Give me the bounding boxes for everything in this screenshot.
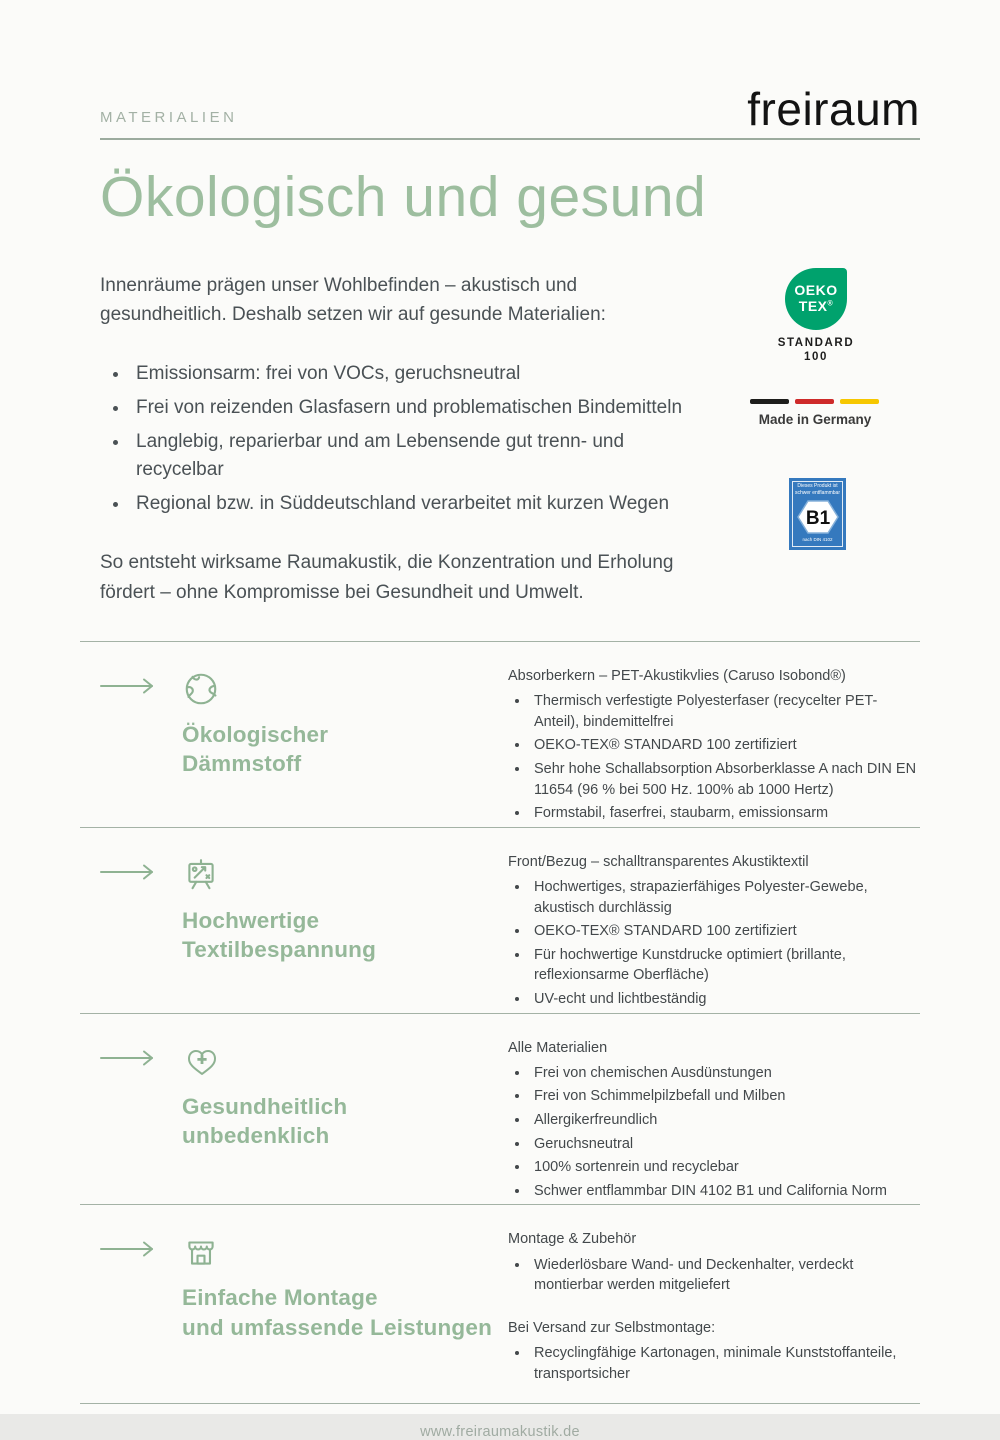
page-footer — [80, 1403, 920, 1440]
b1-sub-text: nach DIN 4102 — [802, 537, 833, 542]
bullet-item: • 100% sortenrein und recyclebar — [530, 1157, 920, 1178]
bullet-item: • Für hochwertige Kunstdrucke optimiert (brillante, reflexionsarme Oberfläche) — [530, 945, 920, 986]
eyebrow-label: MATERIALIEN — [100, 109, 238, 126]
section-bullet-list — [530, 1063, 920, 1201]
bullet-item: • UV-echt und lichtbeständig — [530, 989, 920, 1010]
section-heading: Ökologischer Dämmstoff — [182, 721, 329, 777]
bullet-item: • OEKO-TEX® STANDARD 100 zertifiziert — [530, 921, 920, 942]
bullet-item: • Thermisch verfestigte Polyesterfaser (recycelter PET-Anteil), bindemittelfrei — [530, 691, 920, 732]
section-column-intro-2: Bei Versand zur Selbstmontage: — [508, 1319, 716, 1336]
bullet-item: • Recyclingfähige Kartonagen, minimale Kunststoffanteile, transportsicher — [530, 1343, 920, 1384]
germany-flag-bars — [750, 399, 880, 404]
bullet-item: • Regional bzw. in Süddeutschland verarbeitet mit kurzen Wegen — [130, 490, 700, 518]
arrow-right-icon — [100, 1241, 158, 1257]
bullet-item: • Sehr hohe Schallabsorption Absorberklasse A nach DIN EN 11654 (96 % bei 500 Hz. 100% ab 1000 Hertz) — [530, 759, 920, 800]
section-gesundheitlich-unbedenklich — [80, 1013, 920, 1205]
flag-bar-gold — [840, 399, 879, 404]
bullet-item: • Langlebig, reparierbar und am Lebensende gut trenn- und recycelbar — [130, 428, 700, 484]
bullet-item: • Frei von chemischen Ausdünstungen — [530, 1063, 920, 1084]
bullet-item: • Allergikerfreundlich — [530, 1110, 920, 1131]
section-bullet-list — [530, 1255, 920, 1296]
arrow-right-icon — [100, 864, 158, 880]
bullet-item: • Formstabil, faserfrei, staubarm, emissionsarm — [530, 803, 920, 824]
page-title: Ökologisch und gesund — [100, 165, 707, 229]
section-column-intro: Montage & Zubehör — [508, 1231, 637, 1248]
bullet-item: • Frei von Schimmelpilzbefall und Milben — [530, 1086, 920, 1107]
bullet-item: • Hochwertiges, strapazierfähiges Polyester-Gewebe, akustisch durchlässig — [530, 877, 920, 918]
section-column-intro: Alle Materialien — [508, 1039, 608, 1056]
section-column-intro: Absorberkern – PET-Akustikvlies (Caruso Isobond®) — [508, 667, 846, 684]
svg-text:B1: B1 — [805, 508, 830, 529]
section-heading: Hochwertige Textilbespannung — [182, 907, 377, 962]
brand-logo: freiraum — [747, 83, 920, 135]
oeko-badge-line1: OEKO — [794, 282, 838, 299]
section-bullet-list — [530, 877, 920, 1009]
bullet-item: • Frei von reizenden Glasfasern und problematischen Bindemitteln — [130, 394, 700, 422]
heart-plus-icon — [182, 1042, 222, 1080]
footer-url: www.freiraumakustik.de — [420, 1424, 580, 1440]
arrow-right-icon — [100, 1050, 158, 1066]
feature-sections — [80, 641, 920, 1403]
b1-fire-rating-badge — [789, 478, 846, 550]
oeko-tex-badge — [785, 268, 847, 330]
section-oekologischer-daemmstoff — [80, 641, 920, 827]
globe-icon — [182, 670, 220, 708]
intro-bullet-list — [130, 360, 700, 519]
bullet-item: • Schwer entflammbar DIN 4102 B1 und California Norm — [530, 1181, 920, 1202]
bullet-item: • Emissionsarm: frei von VOCs, geruchsneutral — [130, 360, 700, 388]
made-in-germany-badge — [750, 399, 880, 427]
section-heading: Gesundheitlich unbedenklich — [182, 1093, 348, 1148]
storefront-icon — [182, 1233, 220, 1271]
bullet-item: • OEKO-TEX® STANDARD 100 zertifiziert — [530, 735, 920, 756]
intro-paragraph: Innenräume prägen unser Wohlbefinden – akustisch und gesundheitlich. Deshalb setzen wir auf gesunde Materialien: — [100, 274, 606, 326]
section-hochwertige-textilbespannung — [80, 827, 920, 1013]
oeko-caption-line1: STANDARD — [777, 337, 855, 349]
section-bullet-list-2 — [530, 1343, 920, 1384]
section-column-intro: Front/Bezug – schalltransparentes Akustiktextil — [508, 853, 809, 870]
section-bullet-list — [530, 691, 920, 823]
b1-top-text: Dieses Produkt ist schwer entflammbar — [794, 483, 840, 496]
page-header — [100, 0, 920, 140]
oeko-standard-caption — [770, 336, 862, 365]
flag-bar-red — [795, 399, 834, 404]
flag-bar-black — [750, 399, 789, 404]
section-einfache-montage — [80, 1204, 920, 1403]
made-in-germany-label: Made in Germany — [758, 412, 872, 427]
arrow-right-icon — [100, 678, 158, 694]
oeko-caption-line2: 100 — [804, 351, 828, 364]
bullet-item: • Geruchsneutral — [530, 1134, 920, 1155]
outro-paragraph: So entsteht wirksame Raumakustik, die Konzentration und Erholung fördert – ohne Kompromisse bei Gesundheit und Umwelt. — [100, 552, 674, 603]
presentation-board-icon — [182, 856, 220, 894]
b1-hexagon — [796, 498, 840, 536]
header-divider — [100, 138, 920, 140]
bullet-item: • Wiederlösbare Wand- und Deckenhalter, verdeckt montierbar werden mitgeliefert — [530, 1255, 920, 1296]
oeko-badge-line2: TEX® — [798, 298, 834, 314]
section-heading: Einfache Montage und umfassende Leistungen — [182, 1285, 493, 1340]
